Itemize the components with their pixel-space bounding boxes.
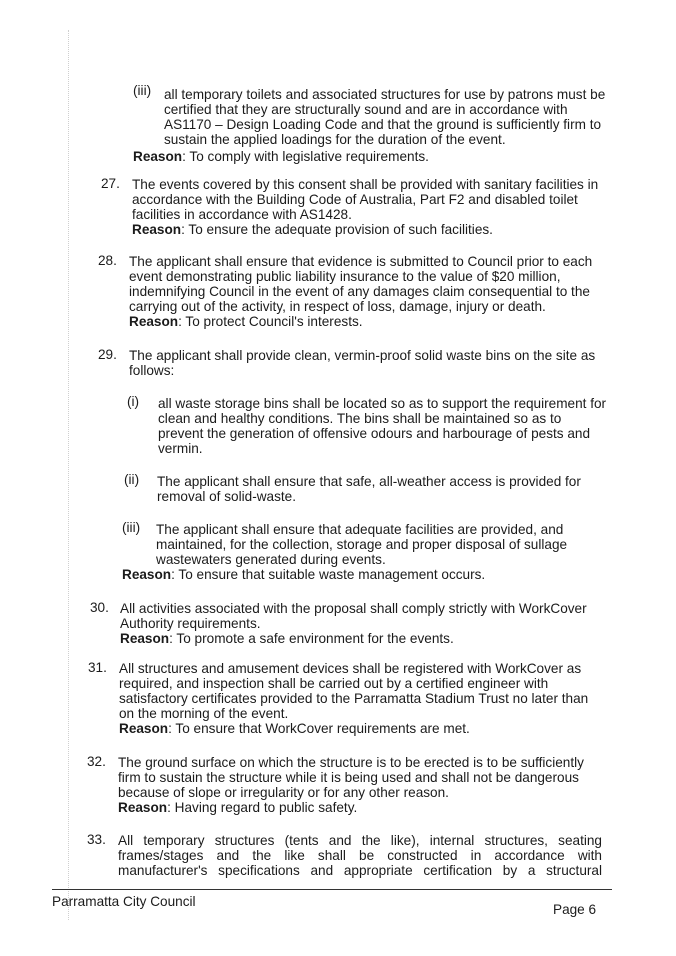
text-line: Authority requirements.	[120, 616, 261, 631]
condition-text	[132, 177, 622, 237]
subclause-marker: (i)	[127, 394, 140, 409]
text-line: The events covered by this consent shall be provided with sanitary facilities in	[132, 177, 599, 192]
reason-line	[129, 314, 619, 329]
reason-line	[122, 567, 582, 582]
text-line: maintained, for the collection, storage and proper disposal of sullage	[156, 537, 568, 552]
reason-label: Reason	[122, 567, 172, 582]
condition-text	[129, 254, 619, 329]
reason-text: : Having regard to public safety.	[167, 800, 358, 815]
text-line: wastewaters generated during events.	[156, 552, 386, 567]
reason-label: Reason	[119, 721, 169, 736]
condition-number: 31.	[88, 660, 107, 675]
text-line: All structures and amusement devices shall be registered with WorkCover as	[119, 661, 582, 676]
text-line: The applicant shall provide clean, vermin-proof solid waste bins on the site as	[129, 348, 596, 363]
condition-number: 29.	[98, 347, 117, 362]
text-line: The applicant shall ensure that safe, all-weather access is provided for	[157, 474, 581, 489]
reason-line	[133, 149, 613, 164]
reason-label: Reason	[118, 800, 168, 815]
condition-number: 33.	[87, 832, 106, 847]
subclause-marker: (iii)	[122, 520, 141, 535]
subclause-text	[164, 87, 644, 147]
reason-line	[118, 800, 608, 815]
scan-edge-marks	[68, 30, 69, 920]
condition-number: 30.	[90, 600, 109, 615]
reason-text: : To comply with legislative requirements.	[182, 149, 429, 164]
text-line: certified that they are structurally sound and are in accordance with	[164, 102, 568, 117]
text-line: manufacturer's specifications and appropriate certification by a structural	[118, 863, 602, 878]
footer-page-number: Page 6	[553, 902, 597, 917]
reason-text: : To protect Council's interests.	[178, 314, 363, 329]
subclause-text	[156, 522, 616, 567]
text-line: follows:	[129, 363, 175, 378]
reason-line	[119, 721, 609, 736]
reason-text: : To ensure that WorkCover requirements are met.	[168, 721, 470, 736]
condition-text	[120, 601, 610, 646]
text-line: on the morning of the event.	[119, 706, 289, 721]
reason-label: Reason	[129, 314, 179, 329]
text-line: event demonstrating public liability insurance to the value of $20 million,	[129, 269, 561, 284]
text-line: removal of solid-waste.	[157, 489, 297, 504]
text-line: accordance with the Building Code of Australia, Part F2 and disabled toilet	[132, 192, 578, 207]
condition-text	[119, 661, 609, 736]
text-line: All activities associated with the proposal shall comply strictly with WorkCover	[120, 601, 587, 616]
text-line: The applicant shall ensure that adequate facilities are provided, and	[156, 522, 564, 537]
text-line: clean and healthy conditions. The bins shall be maintained so as to	[158, 411, 562, 426]
text-line: required, and inspection shall be carried out by a certified engineer with	[119, 676, 549, 691]
text-line: all waste storage bins shall be located so as to support the requirement for	[158, 396, 607, 411]
condition-number: 27.	[101, 176, 120, 191]
text-line: frames/stages and the like shall be constructed in accordance with	[118, 848, 602, 863]
text-line: AS1170 – Design Loading Code and that the ground is sufficiently firm to	[164, 117, 602, 132]
condition-number: 28.	[98, 253, 117, 268]
text-line: vermin.	[158, 441, 203, 456]
condition-text	[118, 755, 608, 815]
condition-text	[118, 833, 602, 878]
subclause-marker: (ii)	[124, 472, 140, 487]
condition-text	[129, 348, 619, 378]
reason-label: Reason	[120, 631, 170, 646]
text-line: because of slope or irregularity or for any other reason.	[118, 785, 449, 800]
text-line: The ground surface on which the structure is to be erected is to be sufficiently	[118, 755, 584, 770]
text-line: carrying out of the activity, in respect of loss, damage, injury or death.	[129, 299, 546, 314]
reason-label: Reason	[132, 222, 182, 237]
reason-line	[120, 631, 610, 646]
text-line: facilities in accordance with AS1428.	[132, 207, 352, 222]
text-line: all temporary toilets and associated structures for use by patrons must be	[164, 87, 606, 102]
reason-text: : To ensure the adequate provision of such facilities.	[181, 222, 493, 237]
text-line: The applicant shall ensure that evidence is submitted to Council prior to each	[129, 254, 593, 269]
reason-label: Reason	[133, 149, 183, 164]
subclause-marker: (iii)	[133, 83, 152, 98]
subclause-text	[158, 396, 618, 456]
text-line: sustain the applied loadings for the duration of the event.	[164, 132, 506, 147]
subclause-text	[157, 474, 617, 504]
reason-text: : To promote a safe environment for the events.	[169, 631, 454, 646]
condition-number: 32.	[87, 754, 106, 769]
reason-line	[132, 222, 622, 237]
text-line: satisfactory certificates provided to the Parramatta Stadium Trust no later than	[119, 691, 589, 706]
footer-organisation: Parramatta City Council	[52, 894, 196, 909]
text-line: prevent the generation of offensive odours and harbourage of pests and	[158, 426, 591, 441]
reason-text: : To ensure that suitable waste management occurs.	[171, 567, 486, 582]
text-line: indemnifying Council in the event of any damages claim consequential to the	[129, 284, 590, 299]
text-line: All temporary structures (tents and the like), internal structures, seating	[118, 833, 602, 848]
text-line: firm to sustain the structure while it is being used and shall not be dangerous	[118, 770, 579, 785]
footer-rule	[52, 889, 612, 890]
